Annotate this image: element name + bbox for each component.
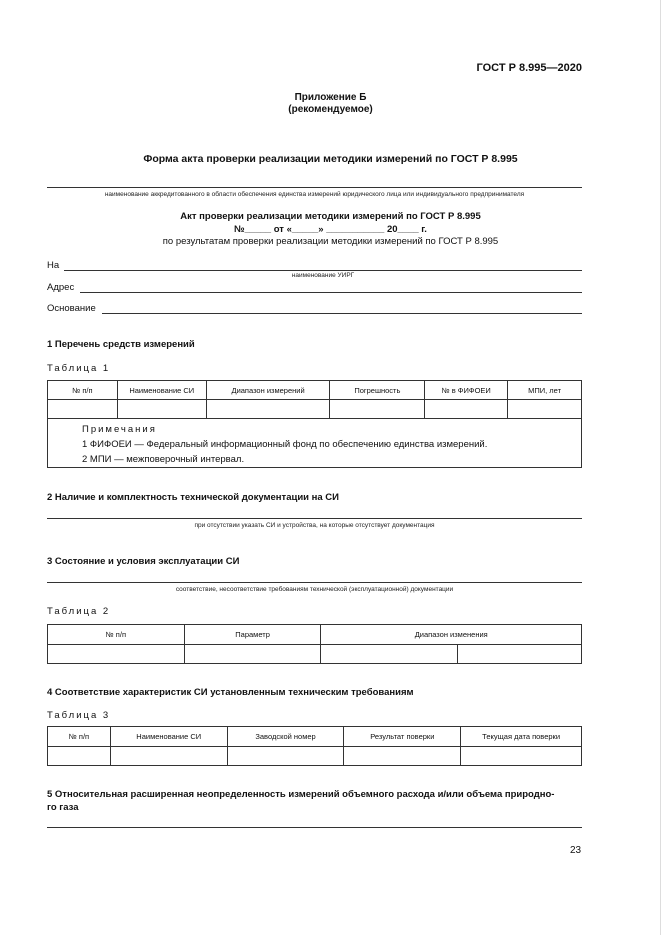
section3-title: 3 Состояние и условия эксплуатации СИ xyxy=(47,556,240,567)
table1-cell[interactable] xyxy=(425,400,508,419)
section4-title: 4 Соответствие характеристик СИ установленным техническим требованиям xyxy=(47,687,414,698)
section2-title: 2 Наличие и комплектность технической документации на СИ xyxy=(47,492,339,503)
table3-header-cell: Заводской номер xyxy=(227,727,344,747)
table1-header-cell: Погрешность xyxy=(330,381,425,400)
table2-header-cell: № п/п xyxy=(48,625,185,645)
table3-cell[interactable] xyxy=(48,747,111,766)
uirg-caption: наименование УИРГ xyxy=(291,272,355,279)
table3-caption: Таблица 3 xyxy=(47,710,111,721)
table2-row xyxy=(48,645,582,664)
page-number: 23 xyxy=(570,845,582,856)
doc-code: ГОСТ Р 8.995—2020 xyxy=(476,62,582,74)
section3-caption: соответствие, несоответствие требованиям технической (эксплуатационной) документации xyxy=(175,586,454,593)
note-item: 2 МПИ — межповерочный интервал. xyxy=(82,454,245,465)
table1-header-cell: № в ФИФОЕИ xyxy=(425,381,508,400)
table3-header-cell: Результат поверки xyxy=(344,727,461,747)
table2-header-cell: Диапазон изменения xyxy=(321,625,582,645)
table1-notes-cell xyxy=(48,419,582,468)
table2-cell[interactable] xyxy=(321,645,458,664)
table3-cell[interactable] xyxy=(227,747,344,766)
appendix-subtitle: (рекомендуемое) xyxy=(288,104,373,115)
act-subtitle: по результатам проверки реализации методики измерений по ГОСТ Р 8.995 xyxy=(162,236,499,247)
table2-header-cell: Параметр xyxy=(184,625,321,645)
table2-cell[interactable] xyxy=(184,645,321,664)
table2-cell[interactable] xyxy=(458,645,582,664)
form-title: Форма акта проверки реализации методики измерений по ГОСТ Р 8.995 xyxy=(143,153,518,165)
note-item: 1 ФИФОЕИ — Федеральный информационный фонд по обеспечению единства измерений. xyxy=(82,439,488,450)
section1-title: 1 Перечень средств измерений xyxy=(47,339,195,350)
table1-header-cell: Наименование СИ xyxy=(117,381,206,400)
table1-header-cell: МПИ, лет xyxy=(508,381,582,400)
table1-cell[interactable] xyxy=(330,400,425,419)
table1-cell[interactable] xyxy=(117,400,206,419)
section5-title-line1: 5 Относительная расширенная неопределенность измерений объемного расхода и/или объема природно- xyxy=(47,789,555,800)
field-basis-label: Основание xyxy=(47,303,96,314)
table1-row xyxy=(48,400,582,419)
section3-line[interactable] xyxy=(47,582,582,583)
section5-title-line2: го газа xyxy=(47,802,79,813)
table3-header-cell: № п/п xyxy=(48,727,111,747)
table1-cell[interactable] xyxy=(48,400,118,419)
section2-caption: при отсутствии указать СИ и устройства, на которые отсутствует документация xyxy=(194,522,435,529)
appendix-title: Приложение Б xyxy=(294,92,367,103)
table3-header-cell: Наименование СИ xyxy=(110,727,227,747)
table2-header-row xyxy=(48,625,582,645)
notes-heading: Примечания xyxy=(82,424,157,435)
table3-cell[interactable] xyxy=(344,747,461,766)
section2-line[interactable] xyxy=(47,518,582,519)
table2-cell[interactable] xyxy=(48,645,185,664)
table3 xyxy=(47,726,582,766)
table3-cell[interactable] xyxy=(110,747,227,766)
table1-header-row xyxy=(48,381,582,400)
table1-notes-row xyxy=(48,419,582,468)
table2 xyxy=(47,624,582,664)
org-line xyxy=(47,187,582,188)
field-address-label: Адрес xyxy=(47,282,75,293)
table1-caption: Таблица 1 xyxy=(47,363,111,374)
table2-caption: Таблица 2 xyxy=(47,606,111,617)
act-title: Акт проверки реализации методики измерений по ГОСТ Р 8.995 xyxy=(180,211,481,222)
section5-line[interactable] xyxy=(47,827,582,828)
table1-header-cell: Диапазон измерений xyxy=(206,381,330,400)
table1-header-cell: № п/п xyxy=(48,381,118,400)
field-address-line[interactable] xyxy=(80,292,582,293)
table1-cell[interactable] xyxy=(508,400,582,419)
table3-row xyxy=(48,747,582,766)
table1 xyxy=(47,380,582,468)
table3-header-row xyxy=(48,727,582,747)
field-basis-line[interactable] xyxy=(102,313,582,314)
org-caption: наименование аккредитованного в области обеспечения единства измерений юридического лица или индивидуального предпринимателя xyxy=(104,191,525,198)
table3-cell[interactable] xyxy=(461,747,582,766)
act-number-line: №_____ от «_____» ___________ 20____ г. xyxy=(234,224,427,235)
field-na-label: На xyxy=(47,260,60,271)
table3-header-cell: Текущая дата поверки xyxy=(461,727,582,747)
field-na-line[interactable] xyxy=(64,270,582,271)
table1-cell[interactable] xyxy=(206,400,330,419)
